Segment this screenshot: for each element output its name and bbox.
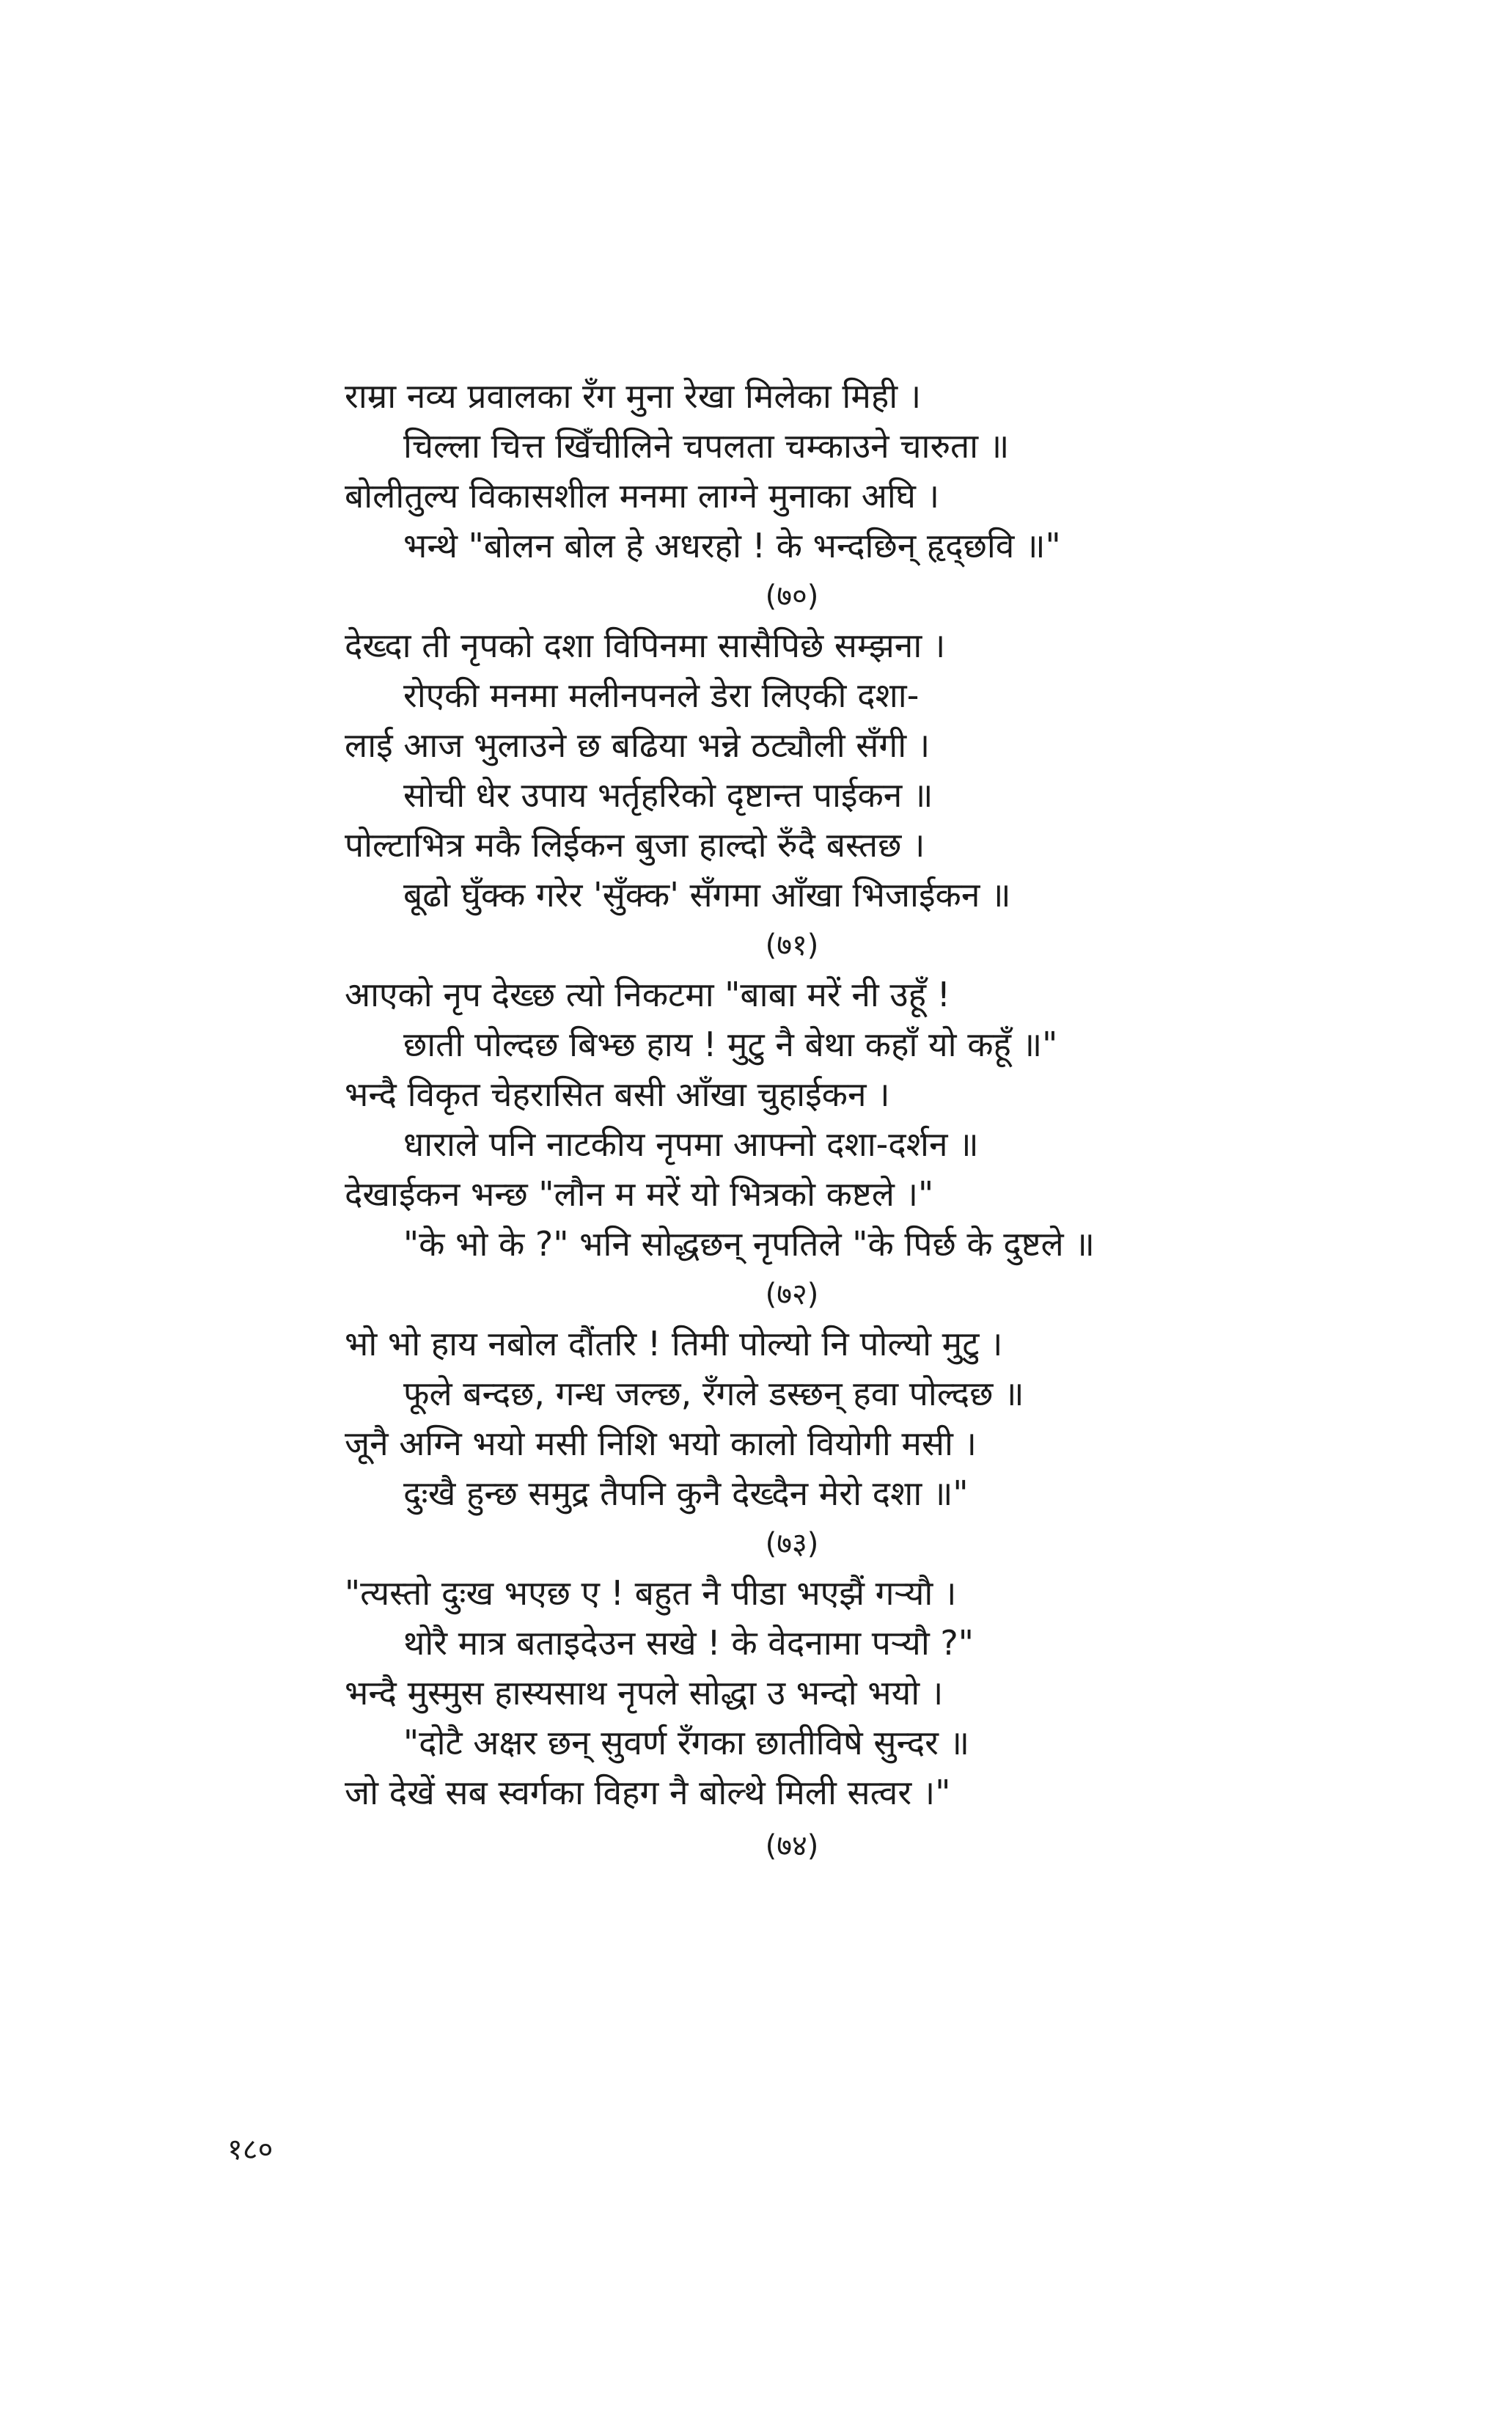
verse-line: भन्दै मुस्मुस हास्यसाथ नृपले सोद्धा उ भन्दो भयो । [345,1673,944,1713]
stanza-number: (७३) [765,1527,819,1561]
verse-line: भन्थे "बोलन बोल हे अधरहो ! के भन्दछिन् हृद्छवि ॥" [403,526,1061,565]
verse-line: "दोटै अक्षर छन् सुवर्ण रँगका छातीविषे सुन्दर ॥ [403,1723,970,1762]
verse-line: लाई आज भुलाउने छ बढिया भन्ने ठट्यौली सँगी । [345,725,931,765]
stanza-number: (७१) [765,929,819,962]
verse-line: राम्रा नव्य प्रवालका रँग मुना रेखा मिलेका मिही । [345,376,922,416]
verse-line: रोएकी मनमा मलीनपनले डेरा लिएकी दशा- [403,675,920,715]
verse-line: "त्यस्तो दुःख भएछ ए ! बहुत नै पीडा भएझैं गऱ्यौ । [345,1573,957,1613]
verse-line: फूले बन्दछ, गन्ध जल्छ, रँगले डस्छन् हवा पोल्दछ ॥ [403,1374,1024,1413]
verse-line: दुःखै हुन्छ समुद्र तैपनि कुनै देख्दैन मेरो दशा ॥" [403,1473,969,1513]
verse-line: छाती पोल्दछ बिभ्छ हाय ! मुटु नै बेथा कहाँ यो कहूँ ॥" [403,1025,1058,1064]
page-number: १८० [227,2133,274,2167]
verse-line: धाराले पनि नाटकीय नृपमा आफ्नो दशा-दर्शन ॥ [403,1124,979,1164]
verse-line: जो देखें सब स्वर्गका विहग नै बोल्थे मिली सत्वर ।" [345,1773,951,1812]
verse-line: बूढो घुँक्क गरेर 'सुँक्क' सँगमा आँखा भिजाईकन ॥ [403,875,1011,915]
verse-line: देख्दा ती नृपको दशा विपिनमा सासैपिछे सम्झना । [345,626,946,665]
stanza-number: (७०) [765,579,819,613]
verse-line: बोलीतुल्य विकासशील मनमा लाग्ने मुनाका अघि । [345,476,940,516]
verse-line: आएको नृप देख्छ त्यो निकटमा "बाबा मरें नी उहूँ ! [345,975,951,1014]
verse-line: चिल्ला चित्त खिँचीलिने चपलता चम्काउने चारुता ॥ [403,426,1010,466]
verse-line: सोची धेर उपाय भर्तृहरिको दृष्टान्त पाईकन ॥ [403,775,933,815]
verse-line: भन्दै विकृत चेहरासित बसी आँखा चुहाईकन । [345,1074,890,1114]
verse-line: "के भो के ?" भनि सोद्धछन् नृपतिले "के पिर्छ के दुष्टले ॥ [403,1224,1095,1264]
stanza-number: (७४) [765,1829,819,1863]
verse-line: देखाईकन भन्छ "लौन म मरें यो भित्रको कष्टले ।" [345,1174,934,1214]
verse-line: थोरै मात्र बताइदेउन सखे ! के वेदनामा पऱ्यौ ?" [403,1623,974,1663]
stanza-number: (७२) [765,1278,819,1311]
verse-line: जूनै अग्नि भयो मसी निशि भयो कालो वियोगी मसी । [345,1424,977,1463]
verse-line: भो भो हाय नबोल दौंतरि ! तिमी पोल्यो नि पोल्यो मुटु । [345,1324,1003,1363]
verse-line: पोल्टाभित्र मकै लिईकन बुजा हाल्दो रुँदै बस्तछ । [345,825,925,865]
